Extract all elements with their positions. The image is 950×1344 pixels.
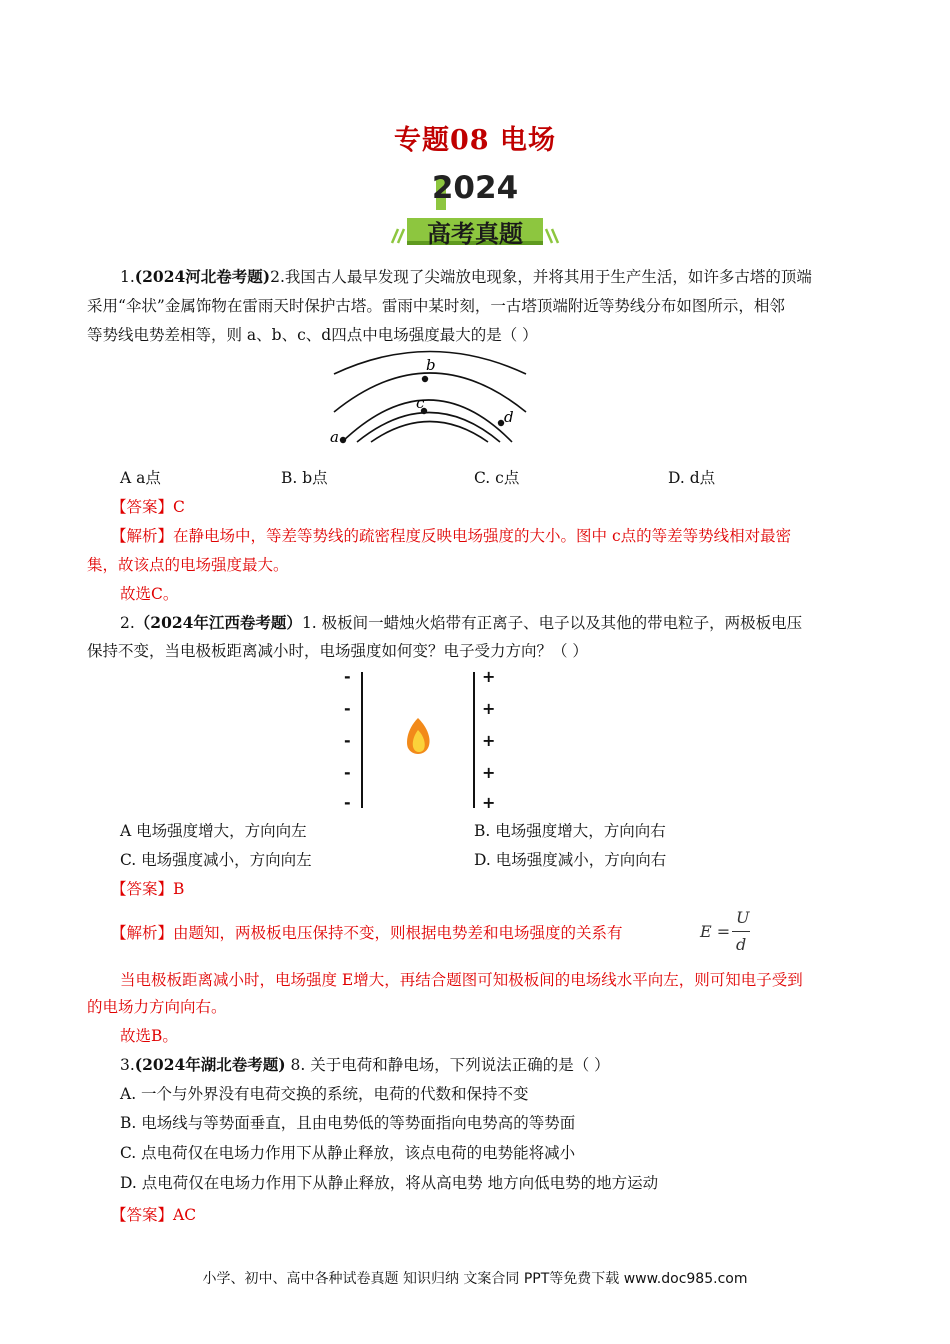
formula-numerator: U	[736, 908, 750, 927]
page-footer: 小学、初中、高中各种试卷真题 知识归纳 文案合同 PPT等免费下载 www.doc985.com	[202, 1271, 748, 1287]
q2-answer-tag: 【答案】	[111, 880, 174, 898]
q1-stem-2: 采用“伞状”金属饰物在雷雨天时保护古塔。雷雨中某时刻，一古塔顶端附近等势线分布如图所示，相邻	[87, 297, 785, 315]
capacitor-figure	[336, 668, 506, 812]
q2-answer	[111, 878, 184, 900]
q1-source: (2024河北卷考题)	[134, 267, 271, 286]
label-b: b	[426, 356, 436, 374]
q2-analysis-2: 当电极板距离减小时，电场强度 E增大，再结合题图可知极板间的电场线水平向左，则可知电子受到	[120, 971, 803, 989]
q1-answer-tag: 【答案】	[111, 498, 174, 516]
q1-analysis-1	[111, 525, 791, 547]
formula-lhs: E =	[700, 922, 731, 941]
q1-option-b: B. b点	[281, 469, 328, 487]
q1-number: 1.	[120, 268, 135, 286]
q1-option-c: C. c点	[474, 469, 520, 487]
q2-option-a: A 电场强度增大，方向向左	[120, 822, 307, 840]
formula-denominator: d	[736, 935, 747, 954]
q1-answer	[111, 496, 185, 518]
plus-sign-4: +	[482, 763, 496, 782]
point-a	[340, 437, 346, 443]
minus-sign-4: -	[344, 763, 351, 782]
q1-stem-3: 等势线电势差相等，则 a、b、c、d四点中电场强度最大的是（ ）	[87, 326, 538, 344]
flame-icon	[407, 718, 430, 754]
q2-option-d: D. 电场强度减小，方向向右	[474, 851, 667, 869]
minus-sign-3: -	[344, 731, 351, 750]
q3-number: 3.	[120, 1056, 135, 1074]
formula-e-u-over-d	[700, 908, 760, 958]
q2-stem-1: 1. 极板间一蜡烛火焰带有正离子、电子以及其他的带电粒子，两极板电压	[301, 614, 803, 632]
label-d: d	[504, 408, 514, 426]
minus-sign-1: -	[344, 668, 351, 686]
equipotential-figure	[320, 344, 540, 456]
q1-option-a: A a点	[120, 469, 161, 487]
q2-stem-2: 保持不变，当电极板距离减小时，电场强度如何变？电子受力方向？（ ）	[87, 642, 588, 660]
q1-analysis-tag: 【解析】	[111, 527, 174, 545]
formula-fraction-bar	[732, 931, 750, 932]
q2-conclusion: 故选B。	[120, 1027, 178, 1045]
minus-sign-2: -	[344, 699, 351, 718]
point-b	[422, 376, 428, 382]
q2-analysis-tag: 【解析】	[111, 924, 174, 942]
label-c: c	[416, 394, 425, 412]
label-a: a	[330, 428, 339, 446]
q3-option-a: A. 一个与外界没有电荷交换的系统，电荷的代数和保持不变	[120, 1085, 529, 1103]
q2-analysis-3: 的电场力方向向右。	[87, 998, 227, 1016]
plus-sign-2: +	[482, 699, 496, 718]
q3-option-c: C. 点电荷仅在电场力作用下从静止释放，该点电荷的电势能将减小	[120, 1144, 576, 1162]
q3-answer	[111, 1204, 196, 1226]
minus-sign-5: -	[344, 793, 351, 812]
q3-option-d: D. 点电荷仅在电场力作用下从静止释放，将从高电势 地方向低电势的地方运动	[120, 1174, 659, 1192]
q3-option-b: B. 电场线与等势面垂直，且由电势低的等势面指向电势高的等势面	[120, 1114, 576, 1132]
q3-stem: 8. 关于电荷和静电场，下列说法正确的是（ ）	[285, 1056, 610, 1074]
q3-line1	[120, 1054, 610, 1076]
q2-source: （2024年江西卷考题）	[134, 613, 302, 632]
q1-stem-1: 2.我国古人最早发现了尖端放电现象，并将其用于生产生活，如许多古塔的顶端	[270, 268, 812, 286]
q1-conclusion: 故选C。	[120, 585, 179, 603]
q3-answer-tag: 【答案】	[111, 1206, 174, 1224]
q1-option-d: D. d点	[668, 469, 716, 487]
q2-option-c: C. 电场强度减小，方向向左	[120, 851, 312, 869]
q1-line1	[120, 266, 812, 288]
q3-answer-value: AC	[173, 1206, 197, 1224]
q2-analysis-1	[111, 922, 623, 944]
plus-sign-3: +	[482, 731, 496, 750]
q2-line1	[120, 612, 802, 634]
page-title: 专题08 电场	[394, 125, 556, 156]
q2-number: 2.	[120, 614, 135, 632]
q1-analysis-text-1: 在静电场中，等差等势线的疏密程度反映电场强度的大小。图中 c点的等差等势线相对最密	[173, 527, 792, 545]
q2-answer-value: B	[173, 880, 185, 898]
plus-sign-1: +	[482, 668, 496, 686]
q1-analysis-2: 集，故该点的电场强度最大。	[87, 556, 289, 574]
q2-analysis-text-1: 由题知，两极板电压保持不变，则根据电势差和电场强度的关系有	[173, 924, 623, 942]
year-heading: 2024	[431, 170, 519, 206]
plus-sign-5: +	[482, 793, 496, 812]
q3-source: (2024年湖北卷考题)	[134, 1055, 286, 1074]
banner-label: 高考真题	[427, 220, 523, 248]
q2-option-b: B. 电场强度增大，方向向右	[474, 822, 666, 840]
q1-answer-value: C	[173, 498, 185, 516]
